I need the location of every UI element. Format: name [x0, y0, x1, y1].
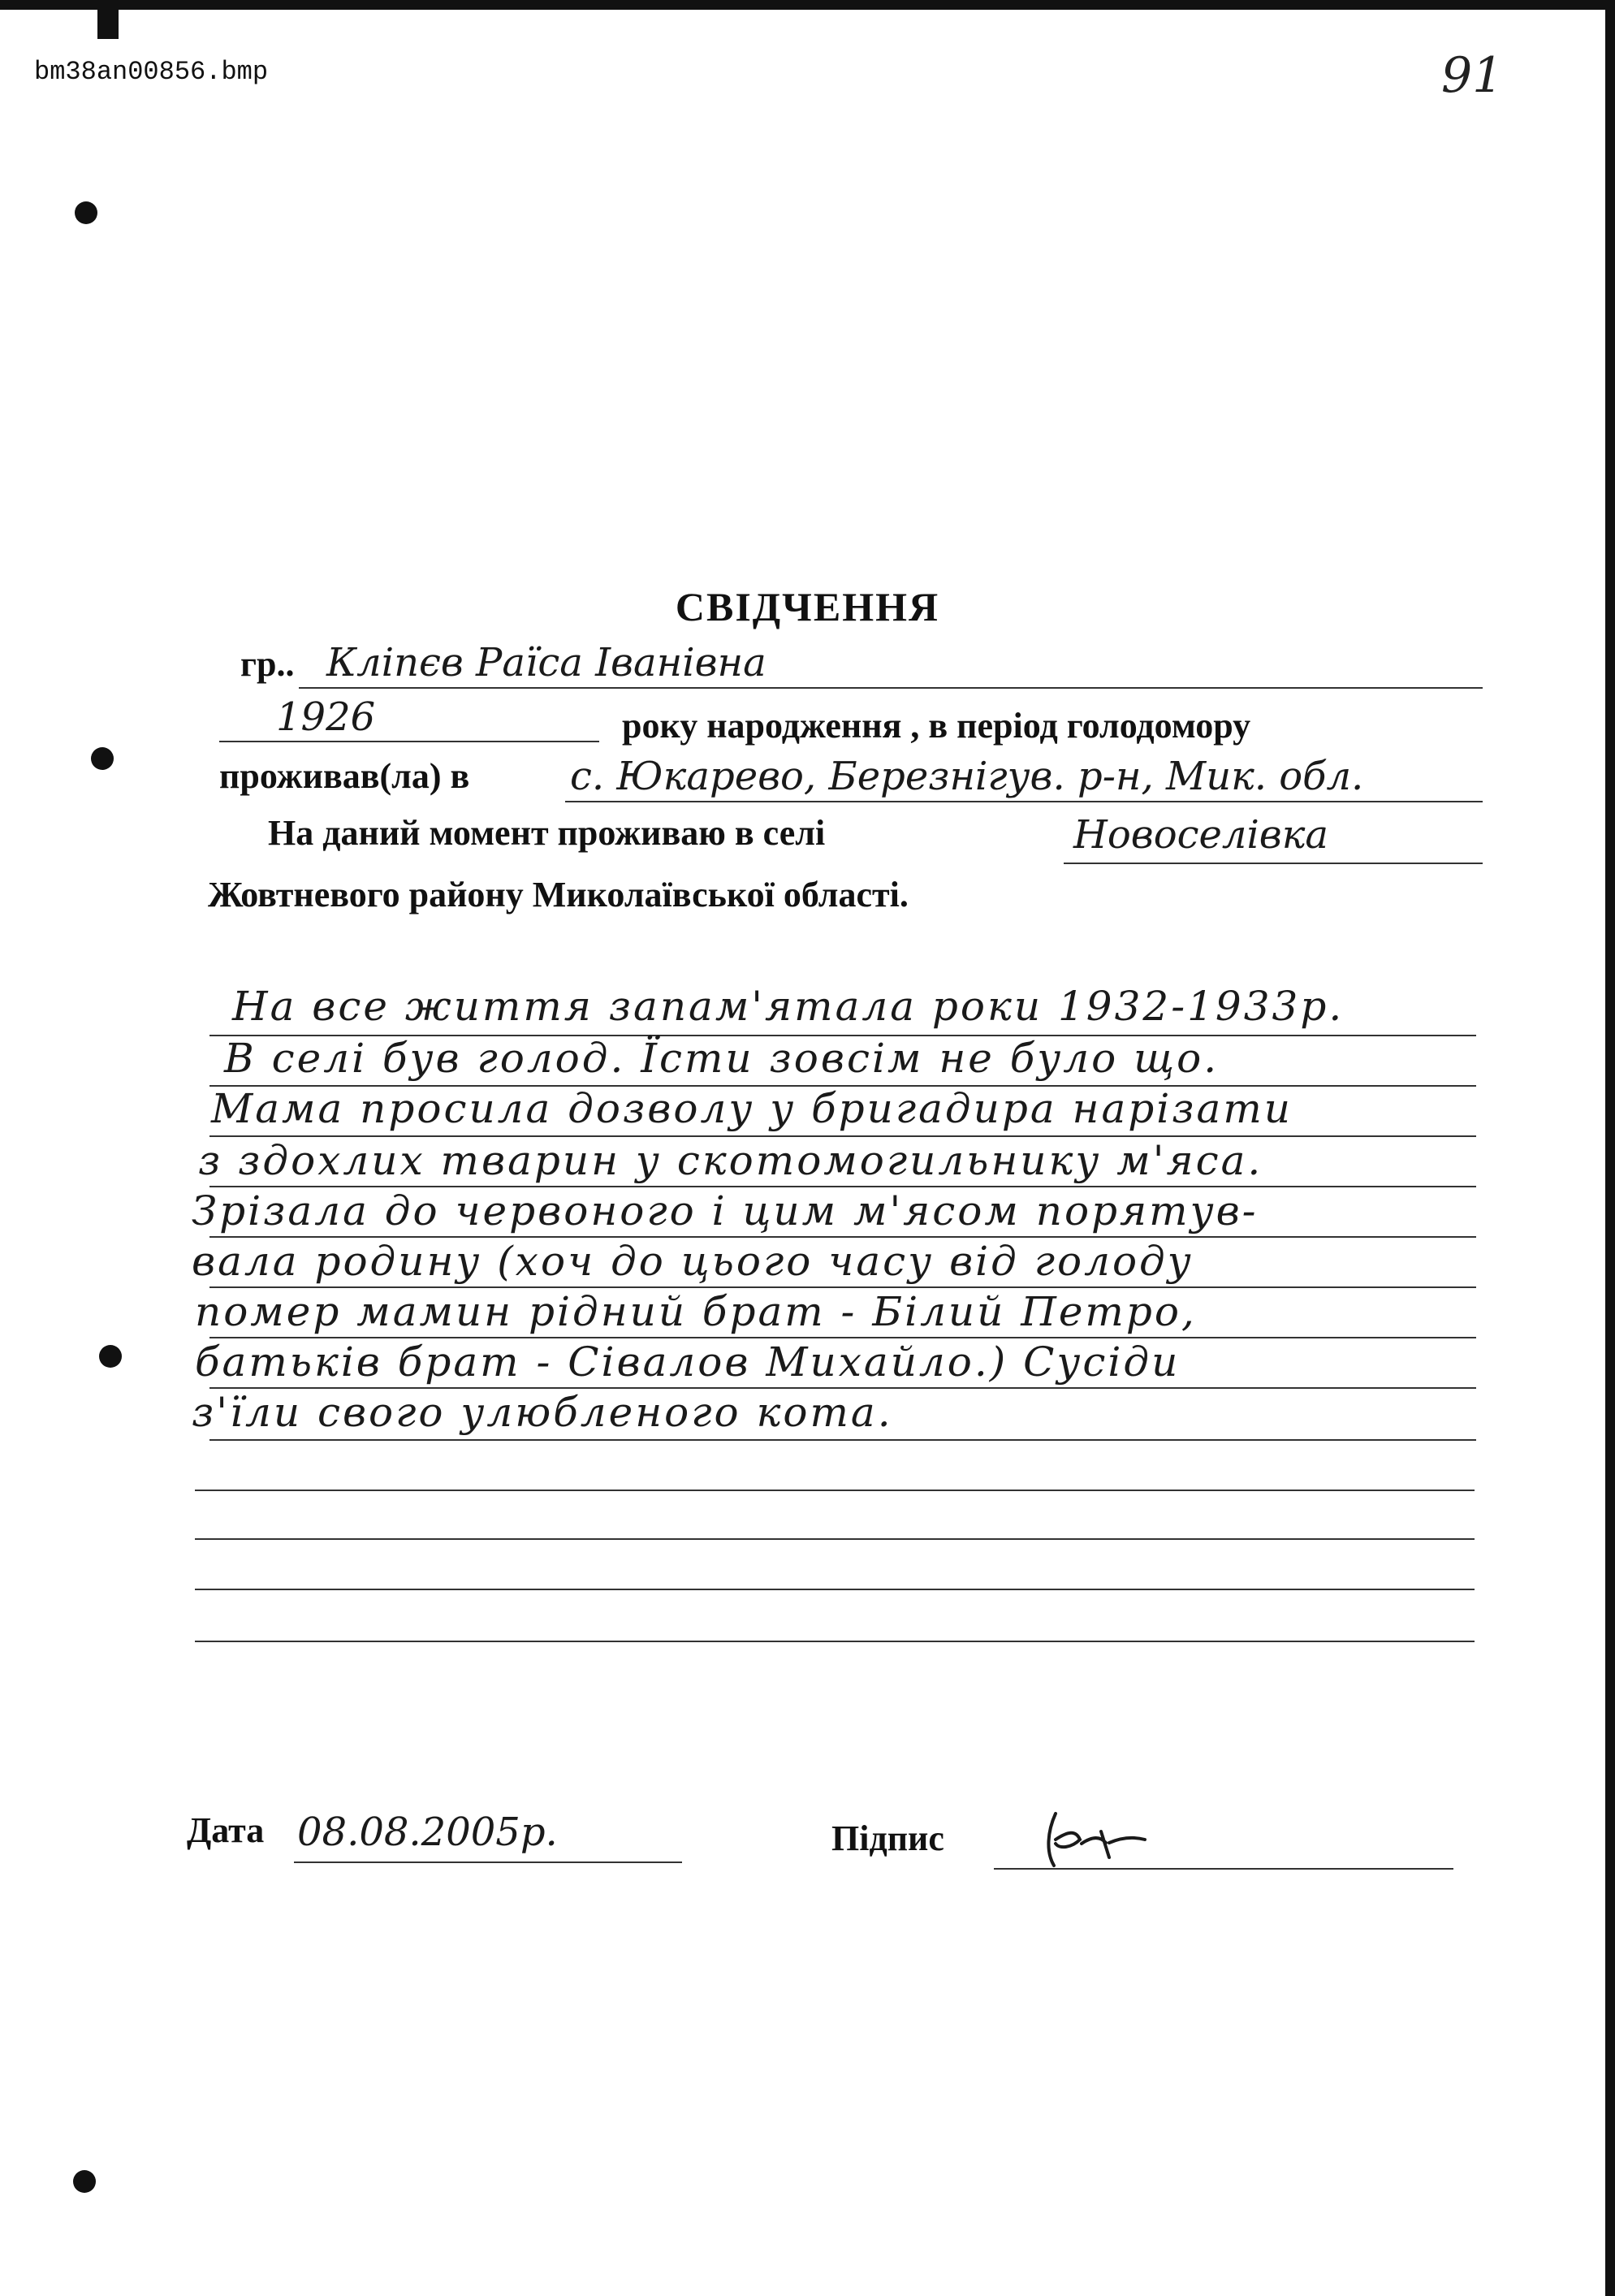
- signature-label: Підпис: [831, 1818, 944, 1858]
- punch-hole: [91, 747, 114, 770]
- citizen-name: Кліпєв Раїса Іванівна: [326, 640, 766, 685]
- punch-hole: [73, 2170, 96, 2193]
- testimony-line: На все життя запам'ятала роки 1932-1933р.: [232, 983, 1345, 1030]
- form-title: СВІДЧЕННЯ: [675, 584, 940, 629]
- testimony-line-rule: [195, 1538, 1475, 1540]
- testimony-line: Зрізала до червоного і цим м'ясом порятув-: [192, 1187, 1259, 1234]
- current-residence-value: Новоселівка: [1073, 812, 1329, 858]
- scan-corner-mark: [97, 10, 119, 39]
- citizen-prefix: гр..: [240, 644, 295, 684]
- current-residence-underline: [1064, 863, 1483, 864]
- lived-in-label: проживав(ла) в: [219, 756, 470, 796]
- testimony-line: В селі був голод. Їсти зовсім не було що.: [224, 1035, 1220, 1082]
- testimony-line: вала родину (хоч до цього часу від голоду: [192, 1238, 1194, 1285]
- punch-hole: [75, 201, 97, 224]
- current-residence-label: На даний момент проживаю в селі: [268, 813, 826, 853]
- scan-border-right: [1605, 0, 1615, 2296]
- birth-year-underline: [219, 741, 599, 742]
- scan-filename: bm38an00856.bmp: [34, 57, 269, 87]
- date-underline: [294, 1861, 682, 1863]
- lived-in-value: с. Юкарево, Березнігув. р-н, Мик. обл.: [570, 754, 1364, 799]
- testimony-line-rule: [195, 1589, 1475, 1590]
- testimony-line: з здохлих тварин у скотомогильнику м'яса.: [198, 1137, 1263, 1184]
- punch-hole: [99, 1345, 122, 1368]
- testimony-line-rule: [195, 1641, 1475, 1642]
- testimony-line: батьків брат - Сівалов Михайло.) Сусіди: [195, 1338, 1181, 1386]
- handwritten-signature: [1031, 1807, 1153, 1872]
- testimony-line: з'їли свого улюбленого кота.: [192, 1389, 893, 1436]
- testimony-line: Мама просила дозволу у бригадира нарізати: [211, 1085, 1293, 1132]
- lived-in-underline: [565, 801, 1483, 802]
- date-value: 08.08.2005р.: [297, 1810, 558, 1855]
- district-line: Жовтневого району Миколаївської області.: [208, 875, 909, 915]
- birth-year: 1926: [276, 694, 376, 740]
- scan-border-top: [0, 0, 1615, 10]
- testimony-line: помер мамин рідний брат - Білий Петро,: [195, 1288, 1197, 1335]
- page-number: 91: [1441, 47, 1504, 104]
- date-label: Дата: [187, 1810, 265, 1850]
- citizen-name-underline: [299, 687, 1483, 689]
- testimony-line-rule: [209, 1439, 1476, 1441]
- birth-year-text: року народження , в період голодомору: [622, 706, 1251, 746]
- testimony-line-rule: [195, 1490, 1475, 1491]
